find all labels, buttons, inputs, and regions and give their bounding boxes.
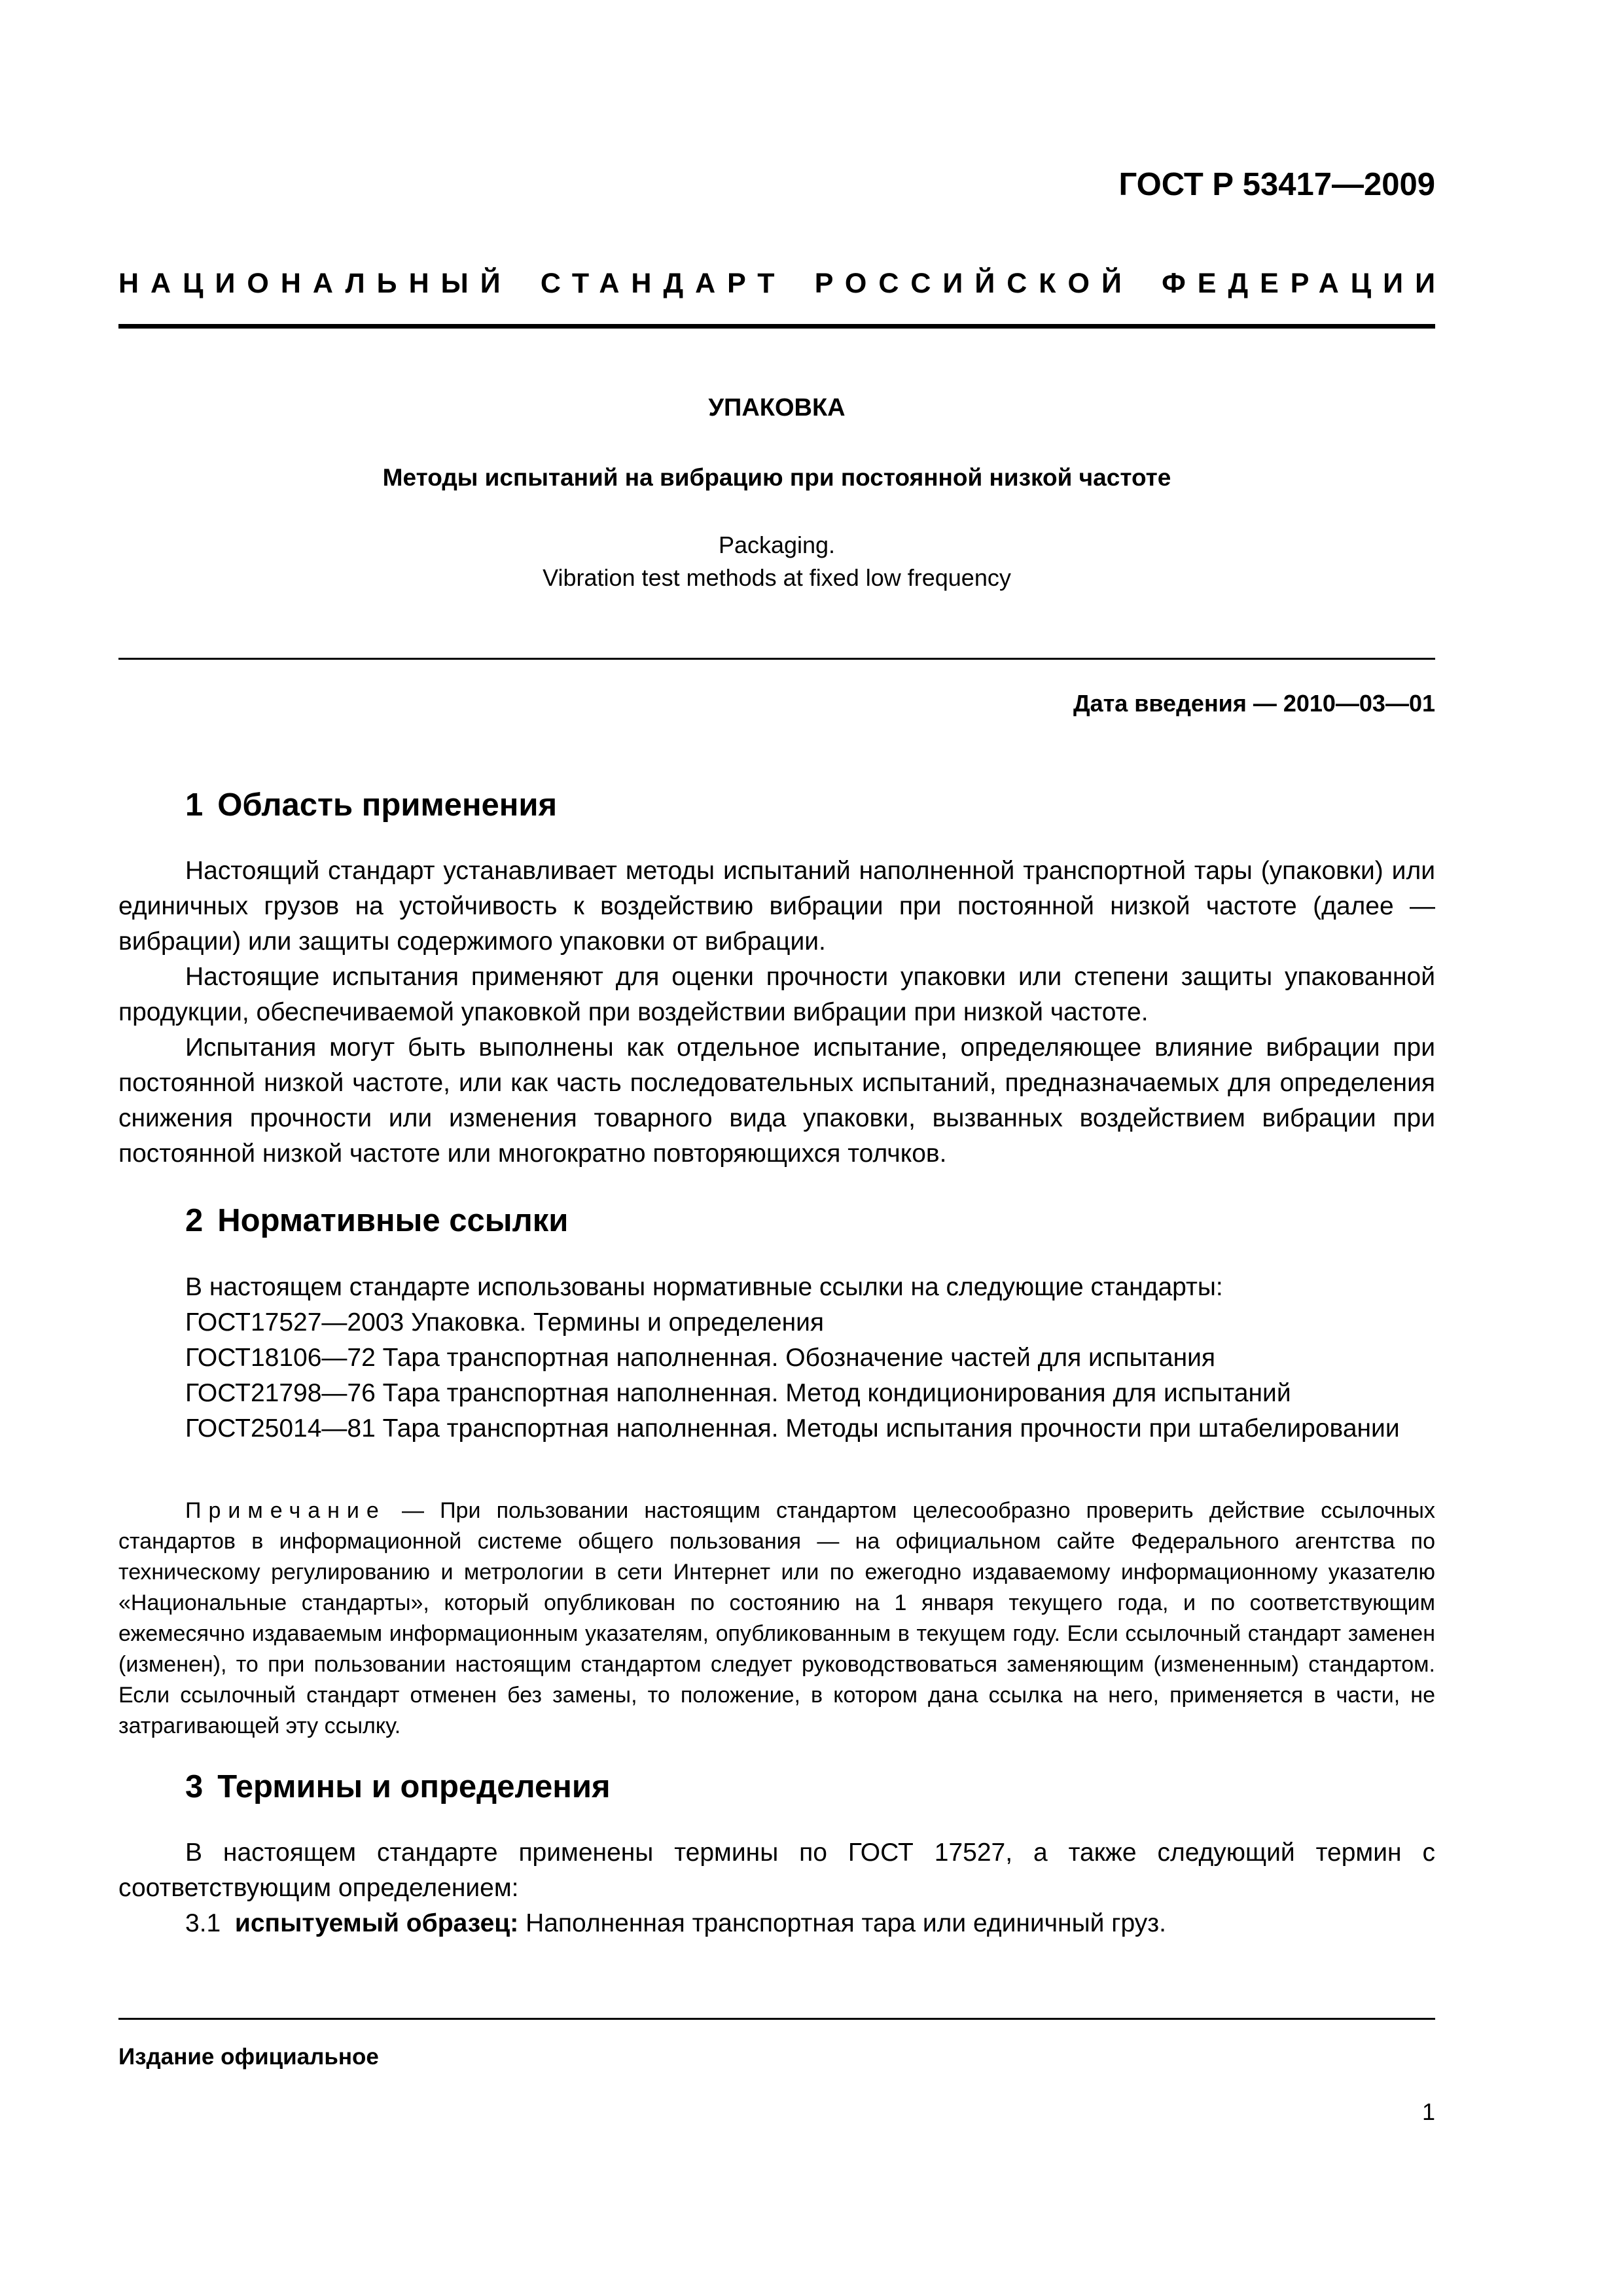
section-body-references bbox=[118, 1270, 1435, 1446]
paragraph: В настоящем стандарте использованы нормативные ссылки на следующие стандарты: bbox=[185, 1273, 1223, 1301]
term-definition-item bbox=[118, 1906, 1435, 1941]
national-title-word: ФЕДЕРАЦИИ bbox=[1162, 268, 1447, 299]
reference-prefix: ГОСТ bbox=[185, 1344, 251, 1372]
english-title bbox=[118, 529, 1435, 594]
document-title: УПАКОВКА bbox=[708, 394, 846, 422]
document-subtitle: Методы испытаний на вибрацию при постоянной низкой частоте bbox=[382, 464, 1171, 491]
term-number: 3.1 bbox=[185, 1909, 221, 1937]
reference-item bbox=[118, 1411, 1435, 1446]
section-title: Термины и определения bbox=[217, 1769, 611, 1804]
reference-text: 17527—2003 Упаковка. Термины и определения bbox=[250, 1308, 825, 1336]
term-definition: Наполненная транспортная тара или единичный груз. bbox=[518, 1909, 1166, 1937]
edition-label: Издание официальное bbox=[118, 2044, 379, 2070]
note-text: — При пользовании настоящим стандартом целесообразно проверить действие ссылочных стандартов в информационной системе общего пользования — на официальном сайте Федерального агентства по техническому регулированию и метрологии в сети Интернет или по ежегодно издаваемому информационному указателю «Национальные стандарты», который опубликован по состоянию на 1 января текущего года, и по соответствующим ежемесячно издаваемым информационным указателям, опубликованным в текущем году. Если ссылочный стандарт заменен (изменен), то при пользовании настоящим стандартом следует руководствоваться заменяющим (измененным) стандартом. Если ссылочный стандарт отменен без замены, то положение, в котором дана ссылка на него, применяется в части, не затрагивающей эту ссылку. bbox=[118, 1498, 1435, 1738]
page-number: 1 bbox=[1421, 2098, 1435, 2125]
standard-number: ГОСТ Р 53417—2009 bbox=[1118, 167, 1435, 202]
title-divider bbox=[118, 658, 1435, 660]
reference-text: 21798—76 Тара транспортная наполненная. Метод кондиционирования для испытаний bbox=[250, 1379, 1291, 1407]
header-divider bbox=[118, 324, 1435, 329]
reference-item bbox=[118, 1376, 1435, 1411]
reference-text: 18106—72 Тара транспортная наполненная. Обозначение частей для испытания bbox=[250, 1344, 1216, 1372]
section-title: Нормативные ссылки bbox=[217, 1203, 569, 1238]
national-title-word: НАЦИОНАЛЬНЫЙ bbox=[118, 268, 512, 299]
national-title-word: СТАНДАРТ bbox=[540, 268, 787, 299]
paragraph: В настоящем стандарте применены термины по ГОСТ 17527, а также следующий термин с соответствующим определением: bbox=[118, 1839, 1435, 1902]
reference-prefix: ГОСТ bbox=[185, 1379, 251, 1407]
english-title-line-1: Packaging. bbox=[718, 531, 836, 558]
reference-prefix: ГОСТ bbox=[185, 1414, 251, 1443]
reference-item bbox=[118, 1305, 1435, 1340]
reference-item bbox=[118, 1340, 1435, 1376]
paragraph: Настоящий стандарт устанавливает методы испытаний наполненной транспортной тары (упаковки) или единичных грузов на устойчивость к воздействию вибрации при постоянной низкой частоте (далее — вибрации) или защиты содержимого упаковки от вибрации. bbox=[118, 857, 1435, 956]
section-heading-references bbox=[185, 1201, 568, 1240]
document-page bbox=[118, 0, 1447, 2296]
national-standard-title bbox=[118, 265, 1447, 302]
section-heading-scope bbox=[185, 785, 557, 825]
section-number: 2 bbox=[185, 1203, 204, 1238]
section-number: 3 bbox=[185, 1769, 204, 1804]
national-title-word: РОССИЙСКОЙ bbox=[814, 268, 1133, 299]
footer-divider bbox=[118, 2018, 1435, 2020]
note-label: Примечание bbox=[185, 1498, 386, 1523]
paragraph: Испытания могут быть выполнены как отдельное испытание, определяющее влияние вибрации при постоянной низкой частоте, или как часть последовательных испытаний, предназначаемых для определения снижения прочности или изменения товарного вида упаковки, вызванных воздействием вибрации при постоянной низкой частоте или многократно повторяющихся толчков. bbox=[118, 1033, 1435, 1168]
term-name: испытуемый образец: bbox=[234, 1909, 519, 1937]
section-body-scope bbox=[118, 853, 1435, 1172]
section-heading-terms bbox=[185, 1767, 611, 1806]
introduction-date: Дата введения — 2010—03—01 bbox=[1073, 690, 1435, 717]
reference-text: 25014—81 Тара транспортная наполненная. Методы испытания прочности при штабелировании bbox=[250, 1414, 1400, 1443]
section-title: Область применения bbox=[217, 787, 558, 823]
english-title-line-2: Vibration test methods at fixed low frequency bbox=[543, 564, 1011, 591]
paragraph: Настоящие испытания применяют для оценки прочности упаковки или степени защиты упакованной продукции, обеспечиваемой упаковкой при воздействии вибрации при низкой частоте. bbox=[118, 963, 1435, 1026]
note-block bbox=[118, 1496, 1435, 1742]
section-number: 1 bbox=[185, 787, 204, 823]
section-body-terms bbox=[118, 1835, 1435, 1941]
reference-prefix: ГОСТ bbox=[185, 1308, 251, 1336]
note-paragraph bbox=[118, 1496, 1435, 1742]
